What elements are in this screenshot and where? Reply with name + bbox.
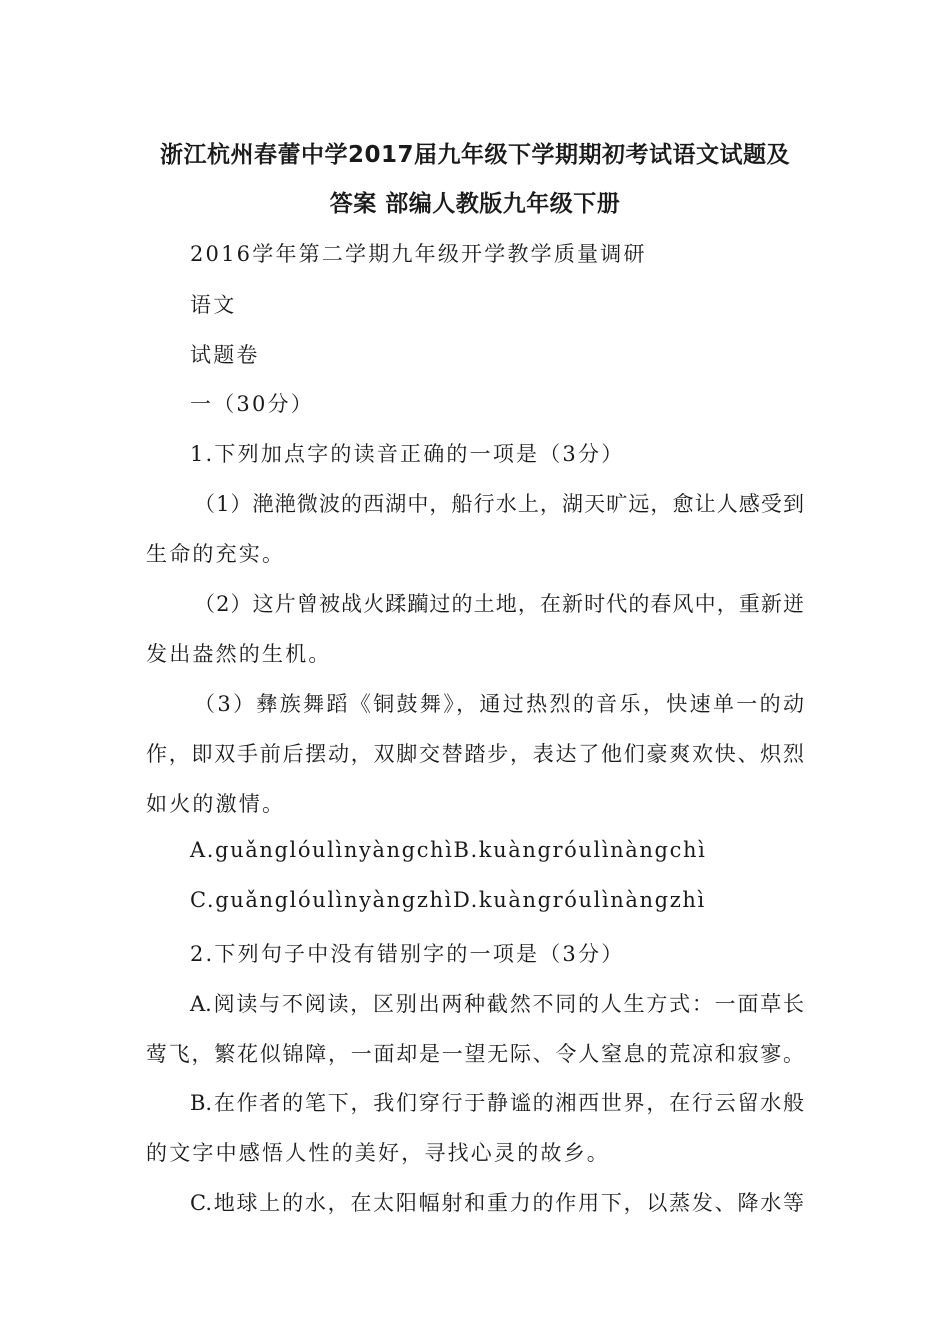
question-1-item-2-line-1: （2）这片曾被战火蹂躏过的土地，在新时代的春风中，重新迸 [194, 592, 804, 616]
question-2-stem: 2.下列句子中没有错别字的一项是（3分） [190, 942, 625, 966]
question-1-stem: 1.下列加点字的读音正确的一项是（3分） [190, 442, 625, 466]
question-1-item-1-line-2: 生命的充实。 [146, 542, 286, 566]
question-1-item-2-line-2: 发出盎然的生机。 [146, 642, 332, 666]
question-2-option-b-line-1: B.在作者的笔下，我们穿行于静谧的湘西世界，在行云留水般 [190, 1091, 804, 1115]
section-heading: 一（30分） [190, 392, 314, 416]
question-2-option-a-line-2: 莺飞，繁花似锦障，一面却是一望无际、令人窒息的荒凉和寂寥。 [146, 1042, 804, 1066]
question-1-item-3-line-3: 如火的激情。 [146, 792, 286, 816]
document-title-line-1: 浙江杭州春蕾中学2017届九年级下学期期初考试语文试题及 [159, 142, 790, 168]
question-2-option-a-line-1: A.阅读与不阅读，区别出两种截然不同的人生方式：一面草长 [190, 992, 804, 1016]
question-1-item-1-line-1: （1）滟滟微波的西湖中，船行水上，湖天旷远，愈让人感受到 [194, 492, 804, 516]
document-title-line-2: 答案 部编人教版九年级下册 [329, 191, 621, 217]
question-1-item-3-line-2: 作，即双手前后摆动，双脚交替踏步，表达了他们豪爽欢快、炽烈 [146, 742, 804, 766]
question-2-option-c-line-1: C.地球上的水，在太阳幅射和重力的作用下，以蒸发、降水等 [190, 1191, 804, 1215]
exam-header-line: 2016学年第二学期九年级开学教学质量调研 [190, 242, 647, 266]
paper-label: 试题卷 [190, 343, 260, 367]
question-2-option-b-line-2: 的文字中感悟人性的美好，寻找心灵的故乡。 [146, 1141, 610, 1165]
question-1-item-3-line-1: （3）彝族舞蹈《铜鼓舞》，通过热烈的音乐，快速单一的动 [194, 692, 804, 716]
subject-label: 语文 [190, 293, 237, 317]
question-1-options-cd: C.guǎnglóulìnyàngzhìD.kuàngróulìnàngzhì [190, 888, 706, 912]
question-1-options-ab: A.guǎnglóulìnyàngchìB.kuàngróulìnàngchì [190, 838, 707, 862]
